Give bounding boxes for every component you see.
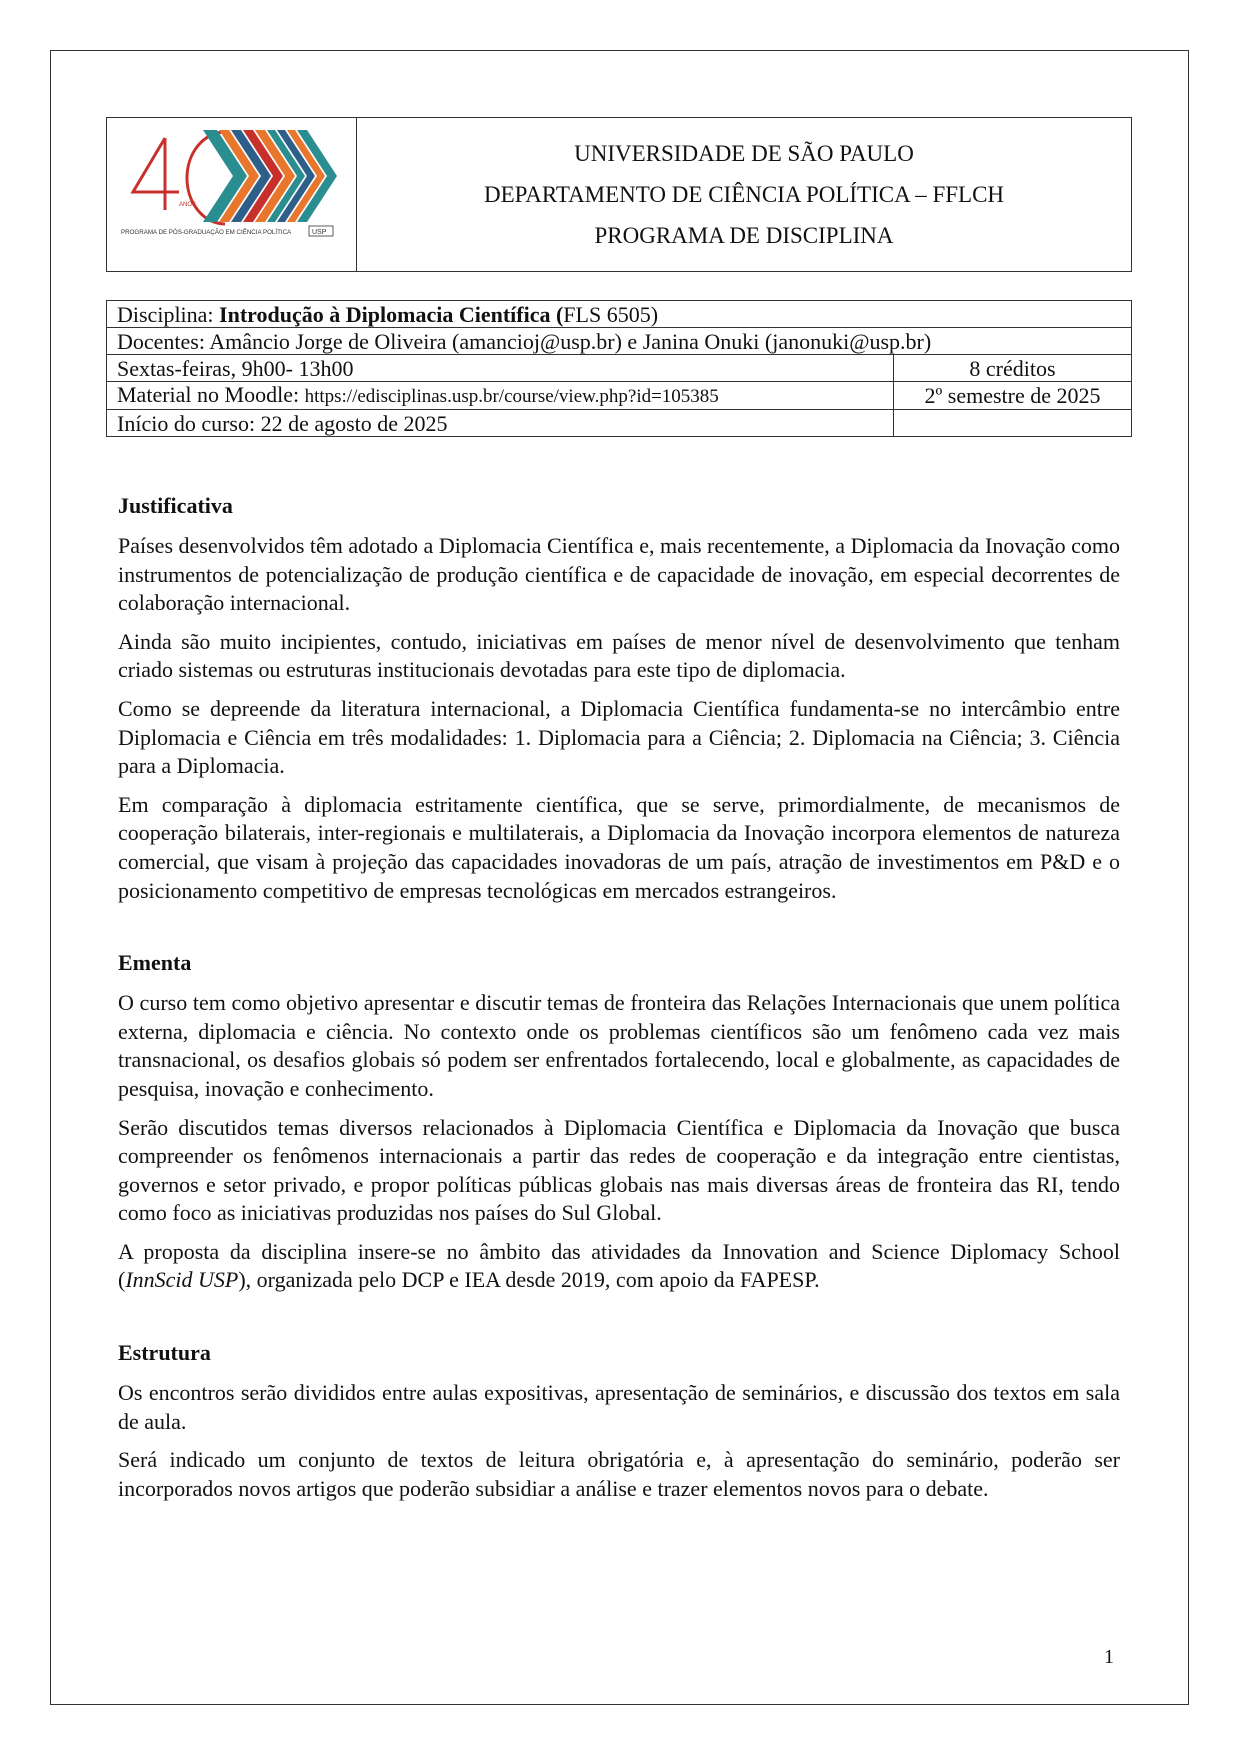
header-title-cell — [357, 118, 1131, 271]
paragraph: Será indicado um conjunto de textos de leitura obrigatória e, à apresentação do seminário, poderão ser incorporados novos artigos que poderão subsidiar a análise e trazer elementos novos para o debate. — [118, 1447, 1120, 1501]
table-row — [107, 301, 1132, 328]
paragraph: Ainda são muito incipientes, contudo, iniciativas em países de menor nível de desenvolvimento que tenham criado sistemas ou estruturas institucionais devotadas para este tipo de diplomacia. — [118, 628, 1120, 683]
moodle-link[interactable]: https://edisciplinas.usp.br/course/view.php?id=105385 — [304, 386, 719, 407]
logo-caption: PROGRAMA DE PÓS-GRADUAÇÃO EM CIÊNCIA POLÍTICA — [121, 229, 292, 236]
innscid-italic: InnScid USP — [125, 1267, 239, 1293]
discipline-name: Introdução à Diplomacia Científica ( — [219, 301, 564, 327]
paragraph: Os encontros serão divididos entre aulas expositivas, apresentação de seminários, e discussão dos textos em sala de aula. — [118, 1380, 1120, 1434]
logo-usp-text: USP — [312, 229, 327, 236]
table-row — [107, 355, 1132, 382]
table-row — [107, 410, 1132, 437]
paragraph: Países desenvolvidos têm adotado a Diplomacia Científica e, mais recentemente, a Diplomacia da Inovação como instrumentos de potencialização de produção científica e de capacidade de inovação, em especial decorrentes de colaboração internacional. — [118, 533, 1120, 616]
start-date-cell: Início do curso: 22 de agosto de 2025 — [107, 410, 894, 437]
discipline-code: FLS 6505) — [563, 301, 659, 327]
paragraph: Como se depreende da literatura internacional, a Diplomacia Científica fundamenta-se no intercâmbio entre Diplomacia e Ciência em três modalidades: 1. Diplomacia para a Ciência; 2. Diplomacia na Ciência; 3. Ciência para a Diplomacia. — [118, 695, 1120, 779]
logo-anos-text: ANOS — [179, 202, 197, 208]
paragraph: Serão discutidos temas diversos relacionados à Diplomacia Científica e Diplomacia da Inovação que busca compreender os fenômenos internacionais a partir das redes de cooperação e da integração entre cientistas, governos e setor privado, e propor políticas públicas globais nas mais diversas áreas de fronteira das RI, tendo como foco as iniciativas produzidas nos países do Sul Global. — [118, 1114, 1120, 1226]
paragraph: A proposta da disciplina insere-se no âmbito das atividades da Innovation and Science Diplomacy School (InnScid USP), organizada pelo DCP e IEA desde 2019, com apoio da FAPESP. — [118, 1238, 1120, 1293]
header-table — [106, 117, 1132, 272]
university-name: UNIVERSIDADE DE SÃO PAULO — [574, 141, 914, 166]
section-heading-ementa: Ementa — [118, 950, 192, 976]
credits-cell: 8 créditos — [894, 355, 1132, 382]
section-heading-justificativa: Justificativa — [118, 493, 233, 518]
instructors-cell: Docentes: Amâncio Jorge de Oliveira (amancioj@usp.br) e Janina Onuki (janonuki@usp.br) — [107, 328, 1132, 355]
moodle-cell: Material no Moodle: https://edisciplinas.usp.br/course/view.php?id=105385 — [107, 382, 894, 410]
table-row — [107, 382, 1132, 410]
document-title: PROGRAMA DE DISCIPLINA — [594, 223, 894, 248]
program-40-years-logo — [107, 118, 355, 271]
paragraph: Em comparação à diplomacia estritamente científica, que se serve, primordialmente, de mecanismos de cooperação bilaterais, inter-regionais e multilaterais, a Diplomacia da Inovação incorpora elementos de natureza comercial, que visam à projeção das capacidades inovadoras de um país, atração de investimentos em P&D e o posicionamento competitivo de empresas tecnológicas em mercados estrangeiros. — [118, 791, 1120, 903]
document-body — [118, 492, 1120, 1513]
table-row — [107, 328, 1132, 355]
schedule-cell: Sextas-feiras, 9h00- 13h00 — [107, 355, 894, 382]
department-name: DEPARTAMENTO DE CIÊNCIA POLÍTICA – FFLCH — [483, 182, 1005, 207]
course-info-table — [106, 300, 1132, 437]
empty-cell — [894, 410, 1132, 437]
section-heading-estrutura: Estrutura — [118, 1340, 211, 1366]
logo-cell — [107, 118, 357, 271]
page-number: 1 — [1104, 1646, 1114, 1668]
paragraph: O curso tem como objetivo apresentar e discutir temas de fronteira das Relações Internacionais que unem política externa, diplomacia e ciência. No contexto onde os problemas científicos são um fenômeno cada vez mais transnacional, os desafios globais só podem ser enfrentados fortalecendo, local e globalmente, as capacidades de pesquisa, inovação e conhecimento. — [118, 990, 1120, 1101]
semester-cell: 2º semestre de 2025 — [894, 382, 1132, 410]
discipline-cell: Disciplina: Introdução à Diplomacia Científica (FLS 6505) — [107, 301, 1132, 328]
